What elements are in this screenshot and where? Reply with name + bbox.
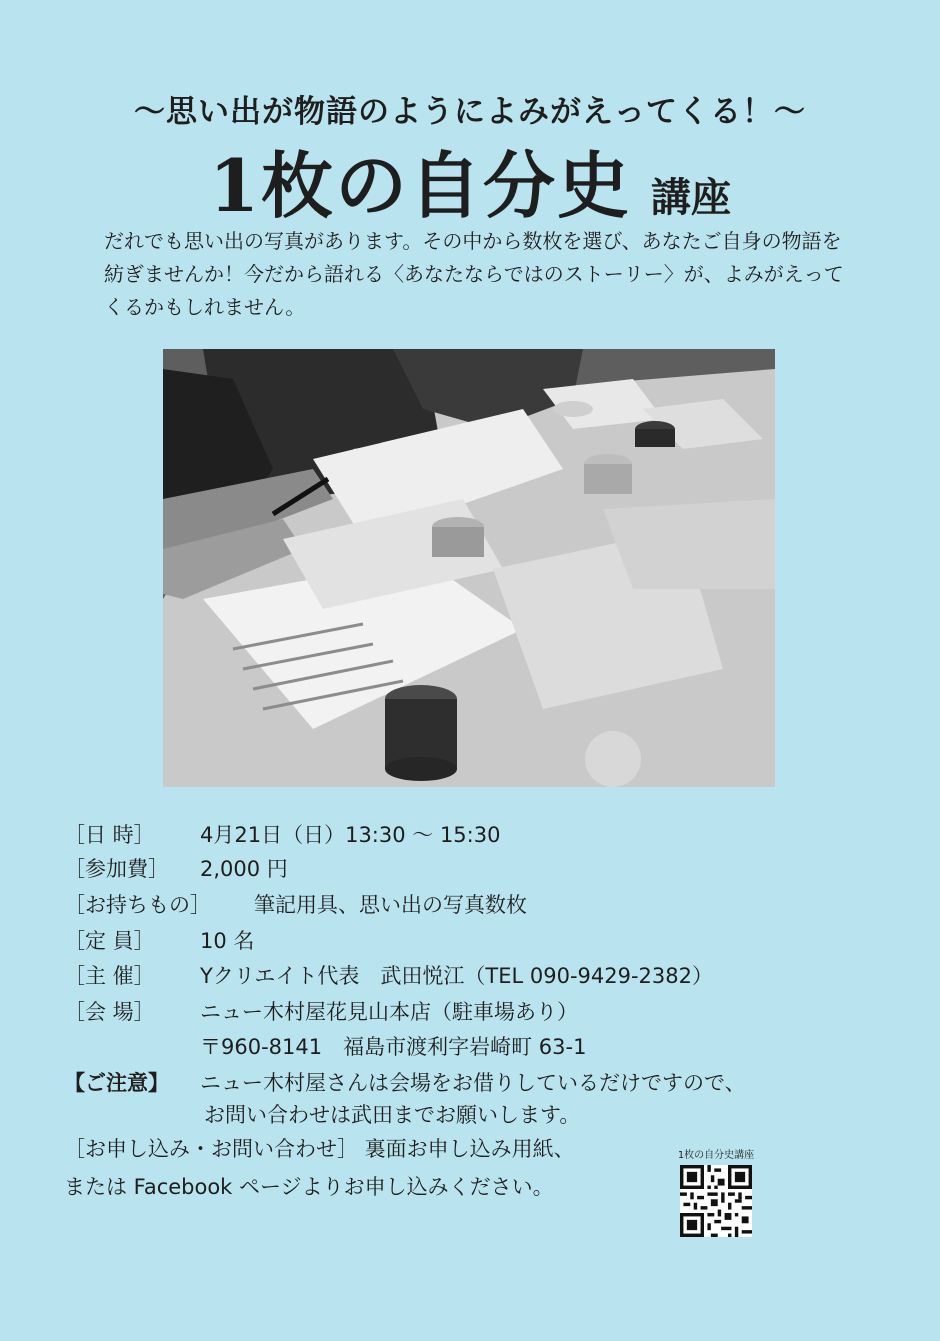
qr-code-icon[interactable] xyxy=(680,1165,752,1237)
flyer-title-row xyxy=(0,128,940,232)
workshop-photo-illustration xyxy=(163,349,775,787)
intro-line: くるかもしれません。 xyxy=(104,295,306,319)
application-line: ［お申し込み・お問い合わせ］ 裏面お申し込み用紙、 xyxy=(64,1137,575,1161)
intro-line: だれでも思い出の写真があります。その中から数枚を選び、あなたご自身の物語を xyxy=(104,229,842,253)
detail-value: 〒960-8141 福島市渡利字岩崎町 63-1 xyxy=(200,1035,587,1059)
detail-value: 10 名 xyxy=(200,929,255,953)
flyer-title: 1枚の自分史 xyxy=(208,143,632,228)
qr-block xyxy=(660,1146,772,1241)
detail-label: ［お持ちもの］ xyxy=(64,893,211,917)
detail-label: ［定 員］ xyxy=(64,929,155,953)
flyer-subtitle: ～思い出が物語のようによみがえってくる！～ xyxy=(134,94,806,130)
detail-value: ニュー木村屋花見山本店（駐車場あり） xyxy=(200,1000,578,1024)
detail-label: ［主 催］ xyxy=(64,964,155,988)
intro-text xyxy=(104,225,844,324)
detail-value: 4月21日（日）13:30 ～ 15:30 xyxy=(200,823,501,847)
detail-value: お問い合わせは武田までお願いします。 xyxy=(204,1103,581,1127)
detail-value: 筆記用具、思い出の写真数枚 xyxy=(254,893,527,917)
qr-label: 1枚の自分史講座 xyxy=(677,1150,755,1161)
detail-label: ［日 時］ xyxy=(64,823,155,847)
detail-value: ニュー木村屋さんは会場をお借りしているだけですので、 xyxy=(200,1071,746,1095)
detail-value: 2,000 円 xyxy=(200,857,288,881)
application-line: または Facebook ページよりお申し込みください。 xyxy=(64,1175,554,1199)
intro-line: 紡ぎませんか！今だから語れる〈あなたならではのストーリー〉が、よみがえって xyxy=(104,262,844,286)
workshop-photo xyxy=(163,349,775,787)
flyer-title-suffix: 講座 xyxy=(651,174,732,221)
detail-label: 【ご注意】 xyxy=(64,1071,169,1095)
detail-label: ［会 場］ xyxy=(64,1000,155,1024)
detail-label: ［参加費］ xyxy=(64,857,169,881)
detail-value: Yクリエイト代表 武田悦江（TEL 090-9429-2382） xyxy=(200,964,714,988)
